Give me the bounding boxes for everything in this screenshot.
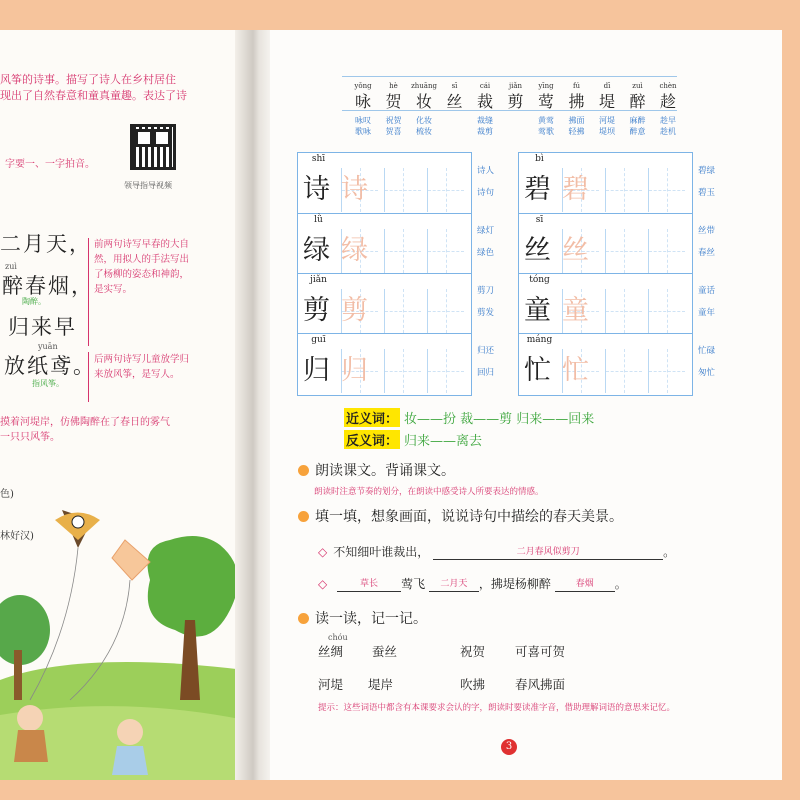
bullet-icon	[298, 511, 309, 522]
top-row-pinyin: fú	[572, 82, 581, 90]
poem-pinyin-zui: zuì	[5, 262, 17, 271]
grid-row	[298, 153, 471, 213]
fill-mid-1: 莺飞	[401, 577, 426, 591]
top-row-pinyin: cái	[479, 82, 491, 90]
antonyms-line	[344, 430, 482, 449]
grid-word: 童话	[698, 286, 716, 296]
top-row-word: 裁缝	[477, 116, 493, 125]
grid-row	[519, 213, 692, 274]
top-row-char: 趁	[659, 92, 676, 111]
pinyin-chou: chóu	[328, 633, 348, 642]
fill-answer-1[interactable]: 二月春风似剪刀	[433, 546, 663, 560]
top-row-word: 化妆	[416, 116, 432, 125]
writing-cell[interactable]	[605, 349, 642, 393]
task-3-title: 读一读，记一记。	[315, 611, 427, 627]
writing-cell[interactable]	[605, 229, 642, 273]
fill-mid-2: ，拂堤杨柳醉	[478, 577, 551, 591]
top-row-char: 堤	[598, 92, 615, 111]
top-row-word: 黄莺	[538, 116, 554, 125]
antonyms-value: 归来——离去	[404, 434, 483, 449]
top-row-pinyin: hè	[389, 82, 398, 90]
fill-line-1-prefix: 不知细叶谁裁出，	[333, 545, 430, 559]
top-row-char: 拂	[568, 92, 585, 111]
grid-word: 碧绿	[698, 166, 716, 176]
writing-grid-left	[297, 152, 472, 396]
top-row-word: 趁机	[660, 127, 676, 136]
read-word: 吹拂	[460, 677, 486, 692]
writing-cell[interactable]	[648, 289, 685, 333]
grid-word: 丝带	[698, 226, 716, 236]
top-row-word: 轻拂	[568, 127, 585, 136]
poem-intro	[0, 72, 190, 104]
grid-word: 归还	[477, 346, 495, 356]
read-word: 祝贺	[460, 644, 486, 659]
grid-word: 忙碌	[698, 346, 716, 356]
intro-line: 风筝的诗事。描写了诗人在乡村居住	[0, 73, 176, 86]
top-row-pinyin: zuì	[632, 82, 643, 90]
reading-tip: 字要一、一字拍音。	[5, 159, 95, 170]
top-row-word: 麻醉	[629, 116, 646, 125]
qr-caption: 领导指导视频	[124, 181, 172, 190]
top-row-char: 醉	[629, 92, 646, 111]
grid-trace-char: 绿	[341, 235, 368, 266]
top-row-pinyin: chèn	[659, 82, 677, 90]
top-row-word: 莺歌	[538, 127, 554, 136]
top-row-pinyin: yīng	[538, 82, 554, 90]
writing-cell[interactable]	[648, 349, 685, 393]
poem-line-4: 放纸鸢。	[4, 354, 96, 378]
grid-pinyin: shī	[311, 154, 326, 164]
desc-line: 摸着河堤岸，仿佛陶醉在了春日的雾气	[0, 417, 170, 428]
scene-description	[0, 415, 170, 445]
grid-trace-char: 童	[562, 295, 589, 326]
grid-pinyin: guī	[311, 335, 326, 345]
grid-word: 剪刀	[477, 286, 495, 296]
book-spine	[235, 30, 275, 780]
poem-line-1: 二月天，	[0, 232, 92, 256]
kite-illustration	[0, 500, 245, 780]
grid-pinyin: tóng	[529, 275, 550, 285]
author-note-1: 色)	[0, 489, 14, 500]
grid-trace-char: 诗	[341, 174, 368, 205]
side-note-1: 前两句诗写早春的大自然，用拟人的手法写出了杨柳的姿态和神韵，是实写。	[94, 239, 190, 295]
writing-cell[interactable]	[427, 349, 464, 393]
poem-note-zui: 陶醉。	[22, 297, 46, 306]
poem-pinyin-yuan: yuān	[38, 342, 58, 351]
reading-tip-note: 提示：这些词语中都含有本课要求会认的字，朗读时要读准字音，借助理解词语的意思来记忆。	[318, 703, 676, 713]
writing-grid-right	[518, 152, 693, 396]
top-row-word: 趁早	[660, 116, 676, 125]
poem-note-yuan: 指风筝。	[32, 379, 64, 388]
read-word: 春风拂面	[515, 677, 566, 692]
writing-cell[interactable]	[648, 168, 685, 212]
top-row-char: 莺	[537, 92, 554, 111]
top-row-word: 裁剪	[477, 127, 493, 136]
task-1-title: 朗读课文。背诵课文。	[315, 463, 455, 479]
diamond-icon: ◇	[318, 545, 328, 559]
qr-code[interactable]	[130, 124, 176, 170]
grid-word: 诗人	[477, 166, 495, 176]
grid-word: 绿色	[477, 248, 495, 258]
writing-cell[interactable]	[427, 289, 464, 333]
grid-trace-char: 忙	[562, 355, 589, 386]
author-note-2: 林好汉)	[0, 531, 34, 542]
task-2-title: 填一填，想象画面，说说诗句中描绘的春天美景。	[315, 509, 623, 525]
fill-end: 。	[663, 545, 676, 559]
grid-word: 回归	[477, 368, 495, 378]
grid-word: 绿灯	[477, 226, 495, 236]
fill-end: 。	[614, 577, 627, 591]
grid-pinyin: sī	[535, 215, 544, 225]
fill-answer-2a[interactable]: 草长	[337, 578, 401, 592]
grid-trace-char: 归	[341, 355, 368, 386]
grid-char: 剪	[303, 295, 330, 326]
grid-row	[298, 333, 471, 394]
side-note-2: 后两句诗写儿童放学归来放风筝，是写人。	[94, 354, 190, 380]
grid-word: 春丝	[698, 248, 716, 258]
grid-char: 绿	[303, 235, 330, 266]
bullet-icon	[298, 613, 309, 624]
read-word: 河堤	[318, 677, 344, 692]
read-word: 可喜可贺	[515, 644, 566, 659]
poem-line-2: 醉春烟，	[2, 274, 94, 298]
top-row-char: 丝	[446, 92, 463, 111]
top-row-char: 裁	[476, 92, 493, 111]
read-word: 丝绸	[318, 644, 344, 659]
top-row-char: 妆	[415, 92, 432, 111]
desc-line: 一只只风筝。	[0, 432, 60, 443]
writing-cell[interactable]	[384, 349, 421, 393]
grid-char: 忙	[524, 355, 551, 386]
left-page	[0, 30, 245, 780]
grid-pinyin: bì	[535, 154, 544, 164]
synonyms-label: 近义词：	[344, 408, 400, 427]
top-row-word: 歌咏	[355, 127, 371, 136]
top-row-char: 剪	[507, 92, 524, 111]
writing-cell[interactable]	[648, 229, 685, 273]
grid-word: 匆忙	[698, 368, 716, 378]
intro-line: 现出了自然春意和童真童趣。表达了诗	[0, 89, 187, 102]
grid-row	[519, 273, 692, 334]
grid-row	[298, 213, 471, 274]
writing-cell[interactable]	[384, 168, 421, 212]
fill-line-2	[318, 575, 627, 592]
top-row-word: 河堤	[599, 116, 615, 125]
grid-char: 碧	[524, 174, 551, 205]
fill-answer-2b[interactable]: 二月天	[429, 578, 479, 592]
grid-word: 诗句	[477, 188, 495, 198]
task-3	[298, 608, 427, 628]
grid-char: 童	[524, 295, 551, 326]
top-row-pinyin: jiǎn	[508, 82, 523, 90]
top-row-char: 贺	[385, 92, 402, 111]
task-1	[298, 460, 455, 480]
fill-answer-2c[interactable]: 春烟	[555, 578, 615, 592]
grid-char: 归	[303, 355, 330, 386]
top-row-word: 咏叹	[355, 116, 371, 125]
task-2	[298, 506, 623, 526]
top-row-word: 贺喜	[385, 127, 402, 136]
grid-trace-char: 碧	[562, 174, 589, 205]
top-row-char: 咏	[354, 92, 371, 111]
top-row-word: 梳妆	[416, 127, 432, 136]
top-row-pinyin: sī	[451, 82, 458, 90]
grid-row	[519, 333, 692, 394]
grid-pinyin: jiǎn	[310, 275, 327, 285]
top-row-rule	[342, 76, 677, 77]
grid-word: 剪发	[477, 308, 495, 318]
grid-row	[298, 273, 471, 334]
writing-cell[interactable]	[427, 229, 464, 273]
top-row-pinyin: dī	[603, 82, 611, 90]
synonyms-line	[344, 408, 594, 427]
writing-cell[interactable]	[384, 289, 421, 333]
top-row-word: 堤坝	[599, 127, 615, 136]
top-row-word: 拂面	[568, 116, 585, 125]
bullet-icon	[298, 465, 309, 476]
grid-pinyin: lǜ	[314, 215, 323, 225]
right-page	[270, 30, 782, 780]
grid-trace-char: 丝	[562, 235, 589, 266]
antonyms-label: 反义词：	[344, 430, 400, 449]
grid-char: 丝	[524, 235, 551, 266]
grid-word: 童年	[698, 308, 716, 318]
synonyms-value: 妆——扮 裁——剪 归来——回来	[404, 412, 595, 427]
grid-trace-char: 剪	[341, 295, 368, 326]
writing-cell[interactable]	[605, 289, 642, 333]
writing-cell[interactable]	[605, 168, 642, 212]
page-edge	[782, 30, 800, 780]
top-row-pinyin: zhuāng	[411, 82, 437, 90]
fill-line-1	[318, 543, 675, 560]
read-word: 堤岸	[368, 677, 394, 692]
task-1-sub: 朗读时注意节奏的划分，在朗读中感受诗人所要表达的情感。	[314, 487, 544, 497]
writing-cell[interactable]	[427, 168, 464, 212]
top-row-word: 祝贺	[385, 116, 402, 125]
grid-char: 诗	[303, 174, 330, 205]
grid-word: 碧玉	[698, 188, 716, 198]
poem-line-3: 归来早	[8, 315, 77, 339]
grid-pinyin: máng	[526, 335, 553, 345]
top-row-pinyin: yǒng	[354, 82, 372, 90]
diamond-icon: ◇	[318, 577, 328, 591]
page-number: 3	[501, 739, 517, 755]
grid-row	[519, 153, 692, 213]
top-row-word: 醉意	[629, 127, 646, 136]
read-word: 蚕丝	[372, 644, 398, 659]
writing-cell[interactable]	[384, 229, 421, 273]
